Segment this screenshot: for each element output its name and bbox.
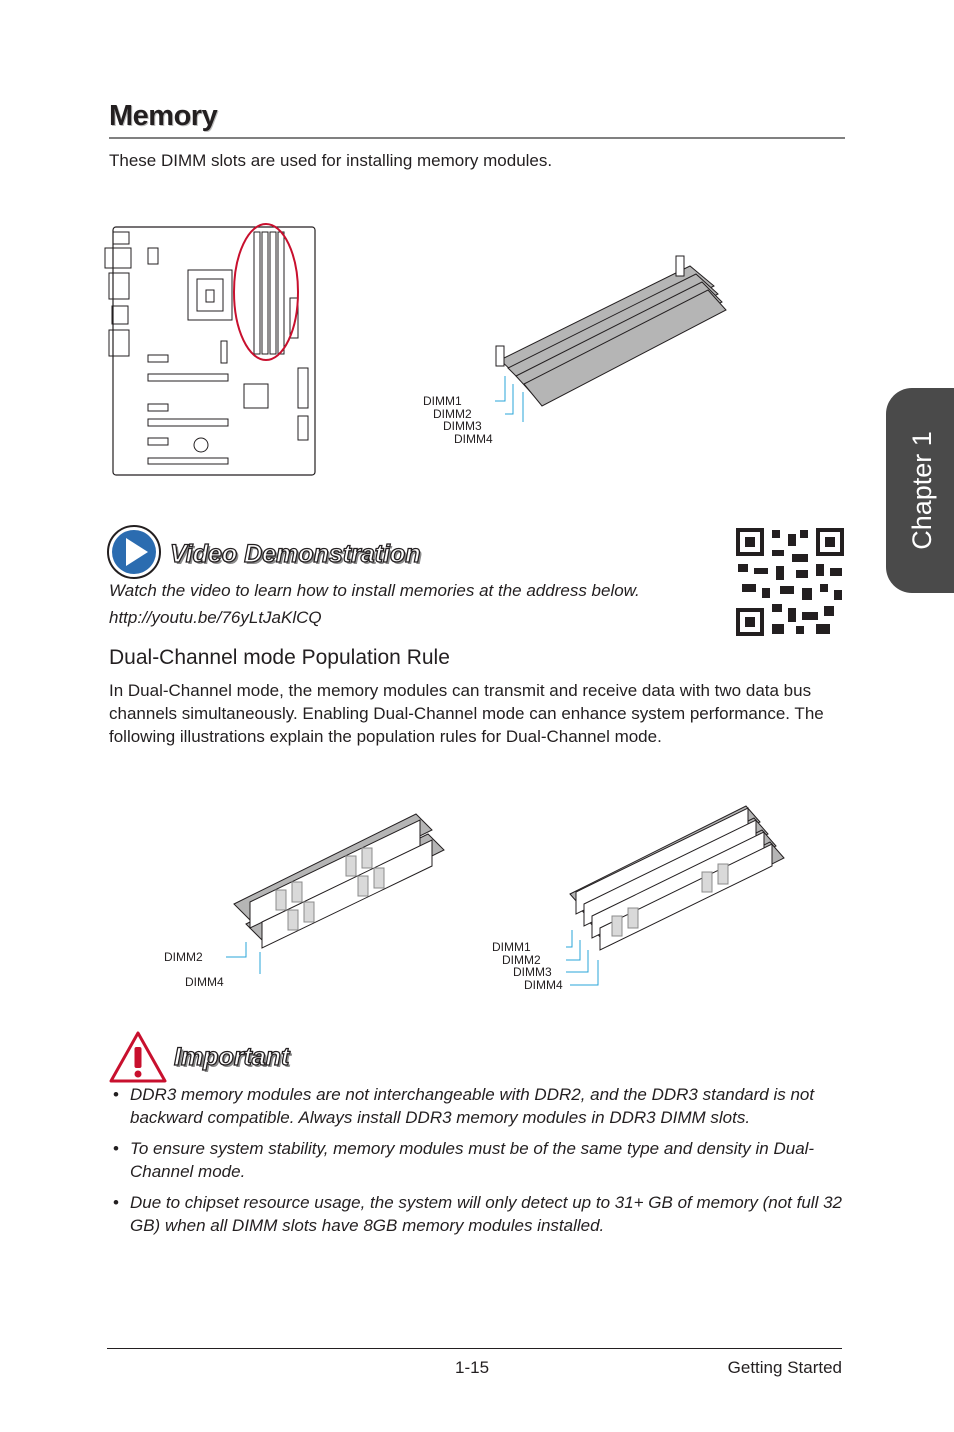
dimm-label: DIMM4	[185, 975, 224, 989]
title-divider	[109, 137, 845, 139]
dimm-label: DIMM4	[524, 978, 563, 992]
dimm-slots-diagram	[490, 236, 730, 422]
list-item	[109, 1191, 849, 1237]
intro-text: These DIMM slots are used for installing memory modules.	[109, 151, 553, 170]
section-name: Getting Started	[727, 1358, 842, 1377]
list-item-text: To ensure system stability, memory modules must be of the same type and density in Dual-Channel mode.	[130, 1139, 815, 1181]
qr-code-icon	[736, 528, 844, 636]
dimm-label: DIMM1	[423, 394, 462, 408]
dimm-label: DIMM2	[164, 950, 203, 964]
list-item-text: Due to chipset resource usage, the system will only detect up to 31+ GB of memory (not full 32 GB) when all DIMM slots have 8GB memory modules installed.	[130, 1193, 842, 1235]
two-module-diagram	[226, 794, 458, 974]
list-item-text: DDR3 memory modules are not interchangeable with DDR2, and the DDR3 standard is not backward compatible. Always install DDR3 memory modules in DDR3 DIMM slots.	[130, 1085, 815, 1127]
chapter-label: Chapter 1	[907, 431, 937, 550]
important-list	[109, 1083, 849, 1245]
list-item	[109, 1137, 849, 1183]
play-icon	[106, 524, 164, 582]
video-title: Video Demonstration	[170, 540, 421, 568]
dimm-label: DIMM3	[513, 965, 552, 979]
dimm-label: DIMM3	[443, 419, 482, 433]
dimm-label: DIMM1	[492, 940, 531, 954]
important-title: Important	[174, 1043, 290, 1071]
dual-channel-heading: Dual-Channel mode Population Rule	[109, 646, 450, 669]
video-link[interactable]: http://youtu.be/76yLtJaKlCQ	[109, 608, 322, 627]
warning-icon	[108, 1030, 168, 1084]
dimm-label: DIMM2	[433, 407, 472, 421]
dimm-label: DIMM2	[502, 953, 541, 967]
page-number: 1-15	[455, 1358, 490, 1377]
list-item	[109, 1083, 849, 1129]
page-title: Memory	[109, 100, 218, 132]
bullet-icon: •	[113, 1139, 119, 1158]
motherboard-diagram	[100, 218, 330, 482]
dual-channel-paragraph: In Dual-Channel mode, the memory modules can transmit and receive data with two data bus channels simultaneously. Enabling Dual-Channel mode can enhance system performance. The following illustrations explain the population rules for Dual-Channel mode.	[109, 681, 824, 746]
bullet-icon: •	[113, 1193, 119, 1212]
dimm-label: DIMM4	[454, 432, 493, 446]
video-description: Watch the video to learn how to install memories at the address below.	[109, 581, 640, 600]
footer-divider	[107, 1348, 842, 1349]
bullet-icon: •	[113, 1085, 119, 1104]
chapter-tab	[886, 388, 954, 593]
four-module-diagram	[566, 800, 796, 990]
